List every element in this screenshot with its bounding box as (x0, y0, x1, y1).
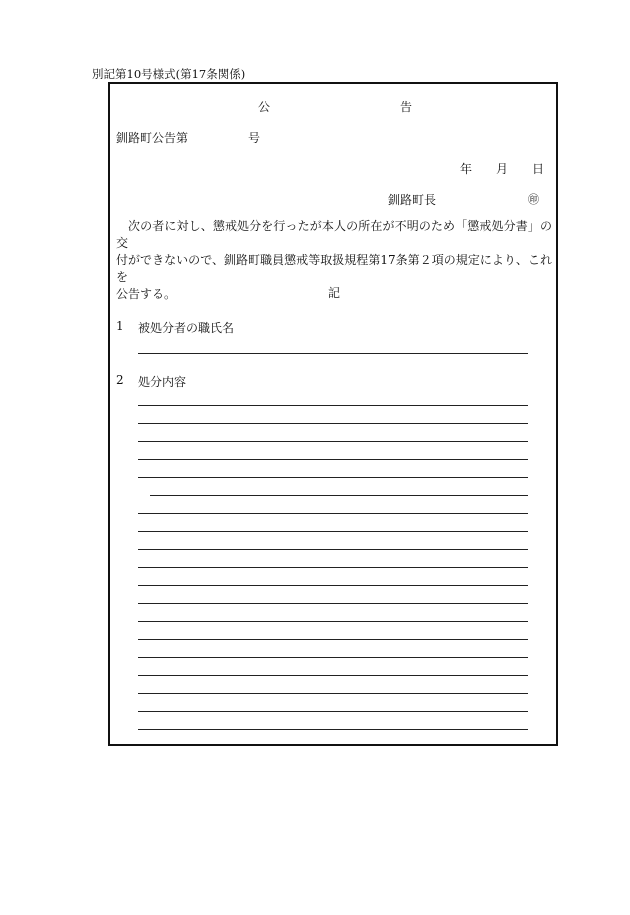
date-month-label: 月 (496, 162, 509, 176)
content-write-line (138, 585, 528, 586)
content-write-line (138, 729, 528, 730)
body-line-2: 付ができないので、釧路町職員懲戒等取扱規程第17条第２項の規定により、これを (116, 253, 552, 284)
name-write-line (138, 353, 528, 354)
item-2-number: 2 (116, 373, 124, 387)
item-1-label: 被処分者の職氏名 (138, 321, 235, 335)
notice-form (108, 82, 558, 746)
content-write-line (138, 549, 528, 550)
content-write-line (138, 477, 528, 478)
content-write-line (138, 405, 528, 406)
notice-number-suffix: 号 (248, 131, 261, 145)
signatory-title: 釧路町長 (388, 193, 437, 207)
date-year-label: 年 (460, 162, 473, 176)
content-write-line (150, 495, 528, 496)
content-write-line (138, 711, 528, 712)
title-char-1: 公 (258, 100, 271, 114)
seal-mark: ㊞ (528, 193, 539, 206)
content-write-line (138, 531, 528, 532)
body-line-1: 次の者に対し、懲戒処分を行ったが本人の所在が不明のため「懲戒処分書」の交 (116, 219, 552, 250)
body-line-3: 公告する。 (116, 287, 177, 301)
content-write-line (138, 657, 528, 658)
content-write-line (138, 513, 528, 514)
content-write-line (138, 459, 528, 460)
content-write-line (138, 639, 528, 640)
content-write-line (138, 675, 528, 676)
notice-number-prefix: 釧路町公告第 (116, 131, 189, 145)
content-write-line (138, 693, 528, 694)
content-write-line (138, 603, 528, 604)
form-caption: 別記第10号様式(第17条関係) (92, 67, 246, 81)
item-1-number: 1 (116, 319, 124, 333)
date-day-label: 日 (532, 162, 545, 176)
content-write-line (138, 423, 528, 424)
content-write-line (138, 567, 528, 568)
ki-heading: 記 (328, 286, 341, 300)
item-2-label: 処分内容 (138, 375, 187, 389)
content-write-line (138, 621, 528, 622)
title-char-2: 告 (400, 100, 413, 114)
content-write-line (138, 441, 528, 442)
